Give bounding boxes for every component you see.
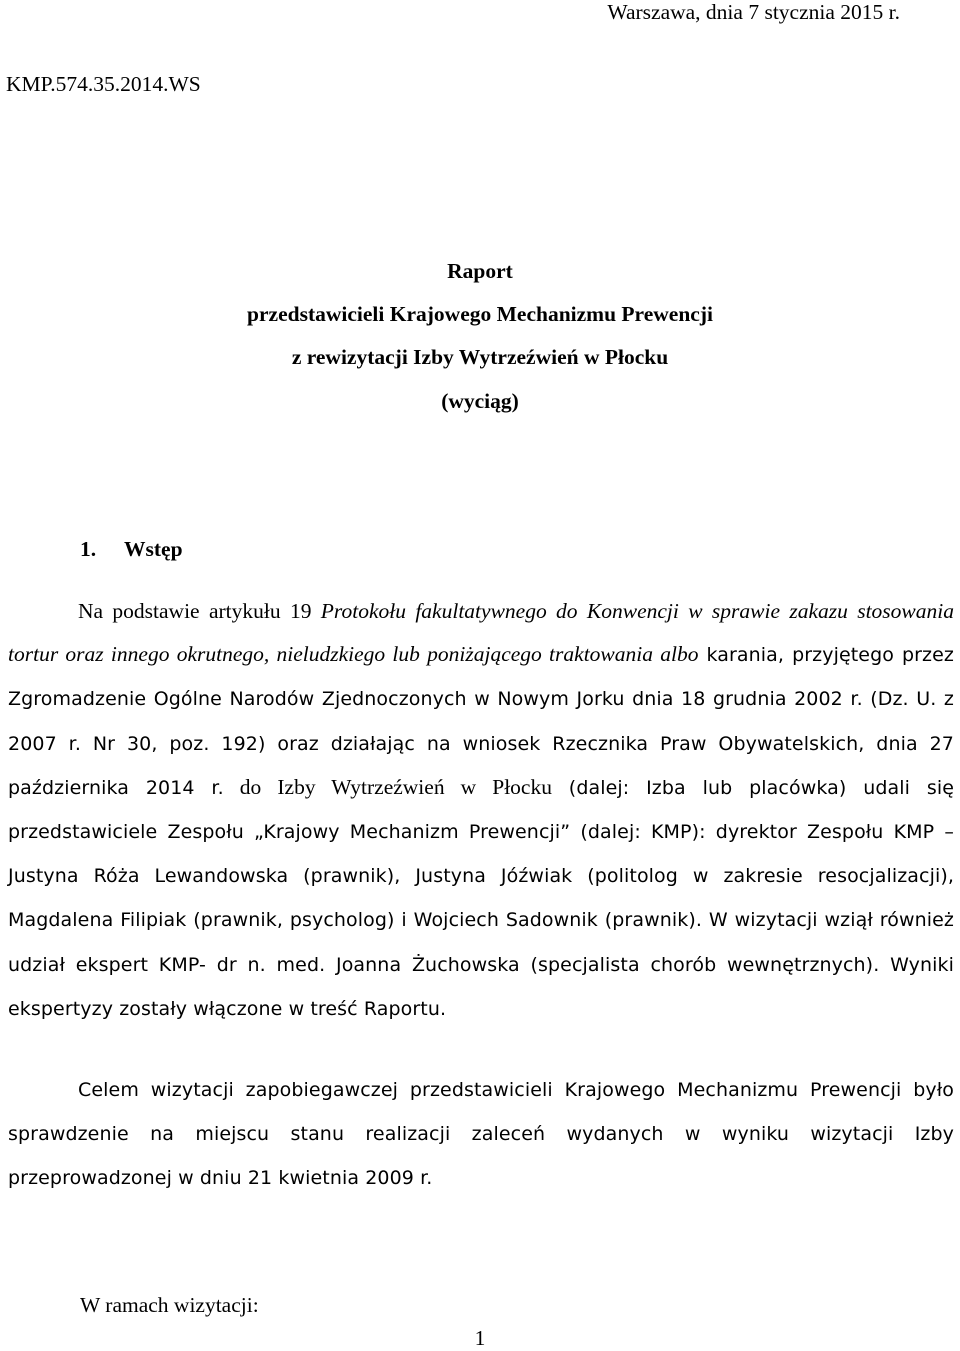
report-subtitle-line2: z rewizytacji Izby Wytrzeźwień w Płocku [291,345,669,369]
section-title: Wstęp [124,537,183,561]
section-heading [80,537,183,562]
page-number: 1 [474,1326,486,1350]
protocol-title-italic: Protokołu fakultatywnego do Konwencji w sprawie zakazu stosowania tortur oraz innego okrutnego, nieludzkiego lub poniżającego traktowania albo [8,599,954,667]
report-subtitle-extract: (wyciąg) [441,389,519,413]
paragraph-intro-text-2: karania, przyjętego przez Zgromadzenie Ogólne Narodów Zjednoczonych w Nowym Jorku dnia 18 grudnia 2002 r. (Dz. U. z 2007 r. Nr 30, poz. 192) oraz działając na wniosek Rzecznika Praw Obywatelskich, dnia 27 października 2014 r. [8,644,954,799]
paragraph-intro-text-3: do Izby Wytrzeźwień w Płocku [223,774,552,799]
paragraph-purpose [8,1068,954,1201]
report-subtitle-line1: przedstawicieli Krajowego Mechanizmu Prewencji [247,302,713,326]
report-title: Raport [447,259,513,283]
paragraph-intro-text-4: (dalej: Izba lub placówka) udali się przedstawiciele Zespołu „Krajowy Mechanizm Prewencji” (dalej: KMP): dyrektor Zespołu KMP – Justyna Róża Lewandowska (prawnik), Justyna Jóźwiak (politolog w zakresie resocjalizacji), Magdalena Filipiak (prawnik, psycholog) i Wojciech Sadownik (prawnik). W wizytacji wziął również udział ekspert KMP- dr n. med. Joanna Żuchowska (specjalista chorób wewnętrznych). Wyniki ekspertyzy zostały włączone w treść Raportu. [8,776,954,1020]
paragraph-purpose-text: Celem wizytacji zapobiegawczej przedstawicieli Krajowego Mechanizmu Prewencji było sprawdzenie na miejscu stanu realizacji zaleceń wydanych w wyniku wizytacji Izby przeprowadzonej w dniu 21 kwietnia 2009 r. [8,1079,954,1190]
reference-number: KMP.574.35.2014.WS [6,72,201,96]
closing-line: W ramach wizytacji: [80,1293,259,1317]
section-number: 1. [80,537,97,561]
place-date: Warszawa, dnia 7 stycznia 2015 r. [607,0,900,24]
paragraph-intro [8,590,954,1031]
paragraph-intro-text-1: Na podstawie artykułu 19 [78,599,321,623]
